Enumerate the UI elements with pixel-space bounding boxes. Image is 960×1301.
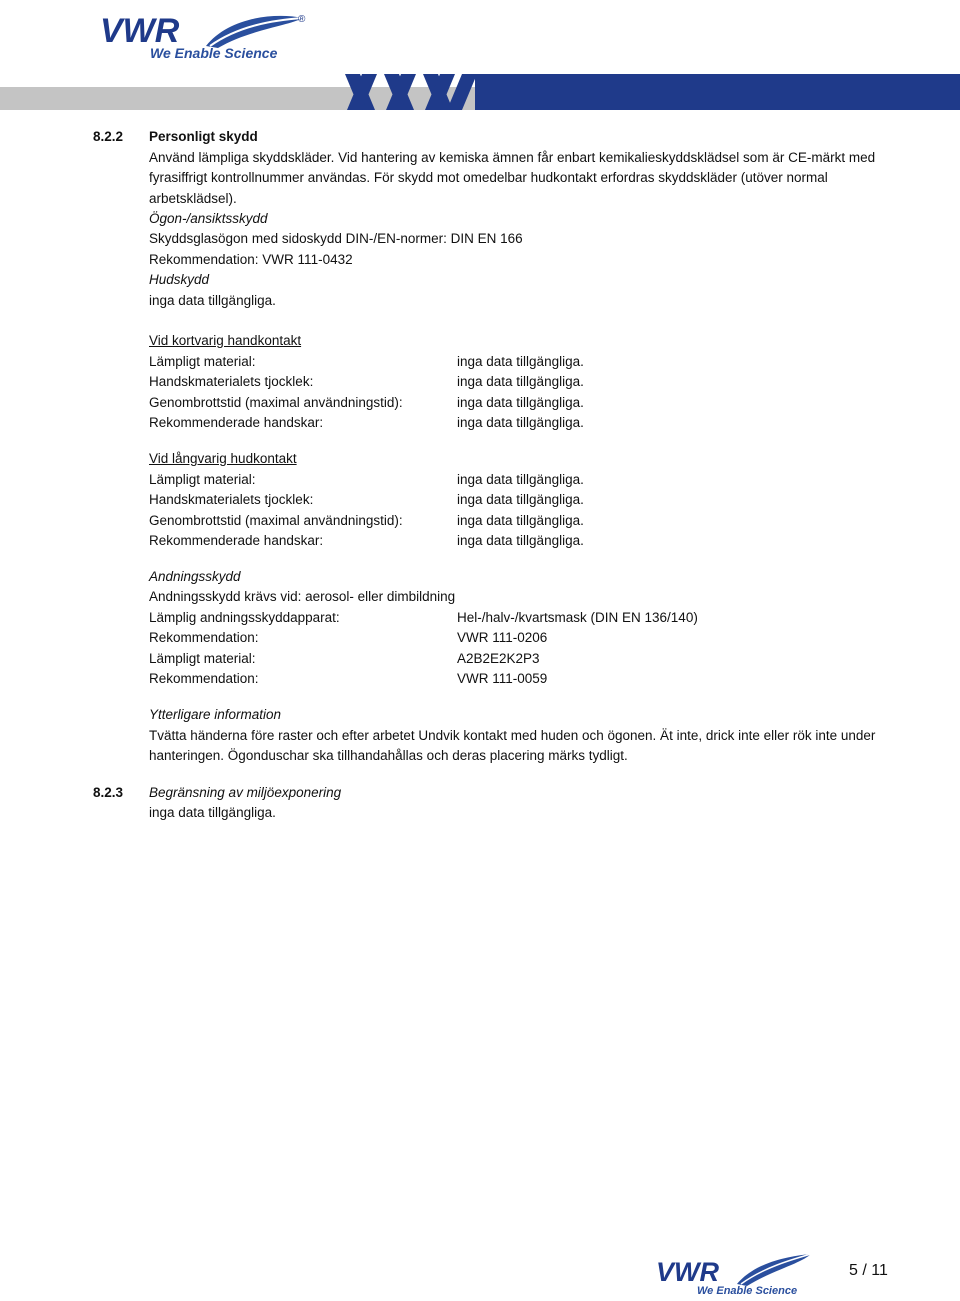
logo-tagline: We Enable Science [150,45,278,61]
long-contact-heading: Vid långvarig hudkontakt [149,451,297,466]
footer-logo-wordmark: VWR [656,1257,719,1287]
row-label: Lämpligt material: [149,651,256,666]
section-number: 8.2.2 [93,129,124,144]
intro-line: fyrasiffrigt kontrollnummer användas. För skydd mot omedelbar hudkontakt erfordras skyddskläder (utöver normal [149,170,828,185]
header-band [0,72,960,112]
skin-protection-text: inga data tillgängliga. [149,293,276,308]
vwr-logo-footer [655,1252,815,1299]
row-value: Hel-/halv-/kvartsmask (DIN EN 136/140) [457,610,698,625]
section-title: Begränsning av miljöexponering [149,785,342,800]
row-label: Lämplig andningsskyddapparat: [149,610,340,625]
row-value: VWR 111-0206 [457,630,548,645]
row-label: Genombrottstid (maximal användningstid): [149,513,403,528]
row-value: inga data tillgängliga. [457,374,584,389]
additional-info-line: Tvätta händerna före raster och efter arbetet Undvik kontakt med huden och ögonen. Ät inte, drick inte eller rök inte under [149,728,876,743]
row-value: VWR 111-0059 [457,671,548,686]
row-label: Rekommendation: [149,671,259,686]
row-value: inga data tillgängliga. [457,472,584,487]
additional-info-heading: Ytterligare information [149,707,282,722]
additional-info-line: hanteringen. Ögonduschar ska tillhandahållas och deras placering märks tydligt. [149,748,628,763]
eye-protection-text: Skyddsglasögon med sidoskydd DIN-/EN-normer: DIN EN 166 [149,231,523,246]
row-value: inga data tillgängliga. [457,415,584,430]
row-label: Lämpligt material: [149,472,256,487]
eye-protection-heading: Ögon-/ansiktsskydd [149,211,268,226]
row-value: inga data tillgängliga. [457,533,584,548]
eye-protection-recommendation: Rekommendation: VWR 111-0432 [149,252,353,267]
logo-wordmark: VWR [100,12,180,50]
page-number: 5 / 11 [849,1262,888,1279]
row-value: A2B2E2K2P3 [457,651,540,666]
row-value: inga data tillgängliga. [457,513,584,528]
respiratory-text: Andningsskydd krävs vid: aerosol- eller dimbildning [149,589,456,604]
respiratory-heading: Andningsskydd [149,569,241,584]
vwr-logo-header [98,8,313,67]
intro-line: arbetsklädsel). [149,191,237,206]
short-contact-heading: Vid kortvarig handkontakt [149,333,302,348]
skin-protection-heading: Hudskydd [149,272,210,287]
row-label: Handskmaterialets tjocklek: [149,374,314,389]
row-value: inga data tillgängliga. [457,354,584,369]
section-number: 8.2.3 [93,785,124,800]
section-title: Personligt skydd [149,129,258,144]
row-label: Rekommendation: [149,630,259,645]
footer-logo-tagline: We Enable Science [697,1285,798,1296]
section-text: inga data tillgängliga. [149,805,276,820]
logo-registered: ® [298,14,306,25]
row-label: Lämpligt material: [149,354,256,369]
intro-line: Använd lämpliga skyddskläder. Vid hantering av kemiska ämnen får enbart kemikalieskyddsklädsel som är CE-märkt med [149,150,876,165]
row-label: Rekommenderade handskar: [149,415,324,430]
row-label: Rekommenderade handskar: [149,533,324,548]
row-value: inga data tillgängliga. [457,492,584,507]
row-value: inga data tillgängliga. [457,395,584,410]
row-label: Genombrottstid (maximal användningstid): [149,395,403,410]
row-label: Handskmaterialets tjocklek: [149,492,314,507]
